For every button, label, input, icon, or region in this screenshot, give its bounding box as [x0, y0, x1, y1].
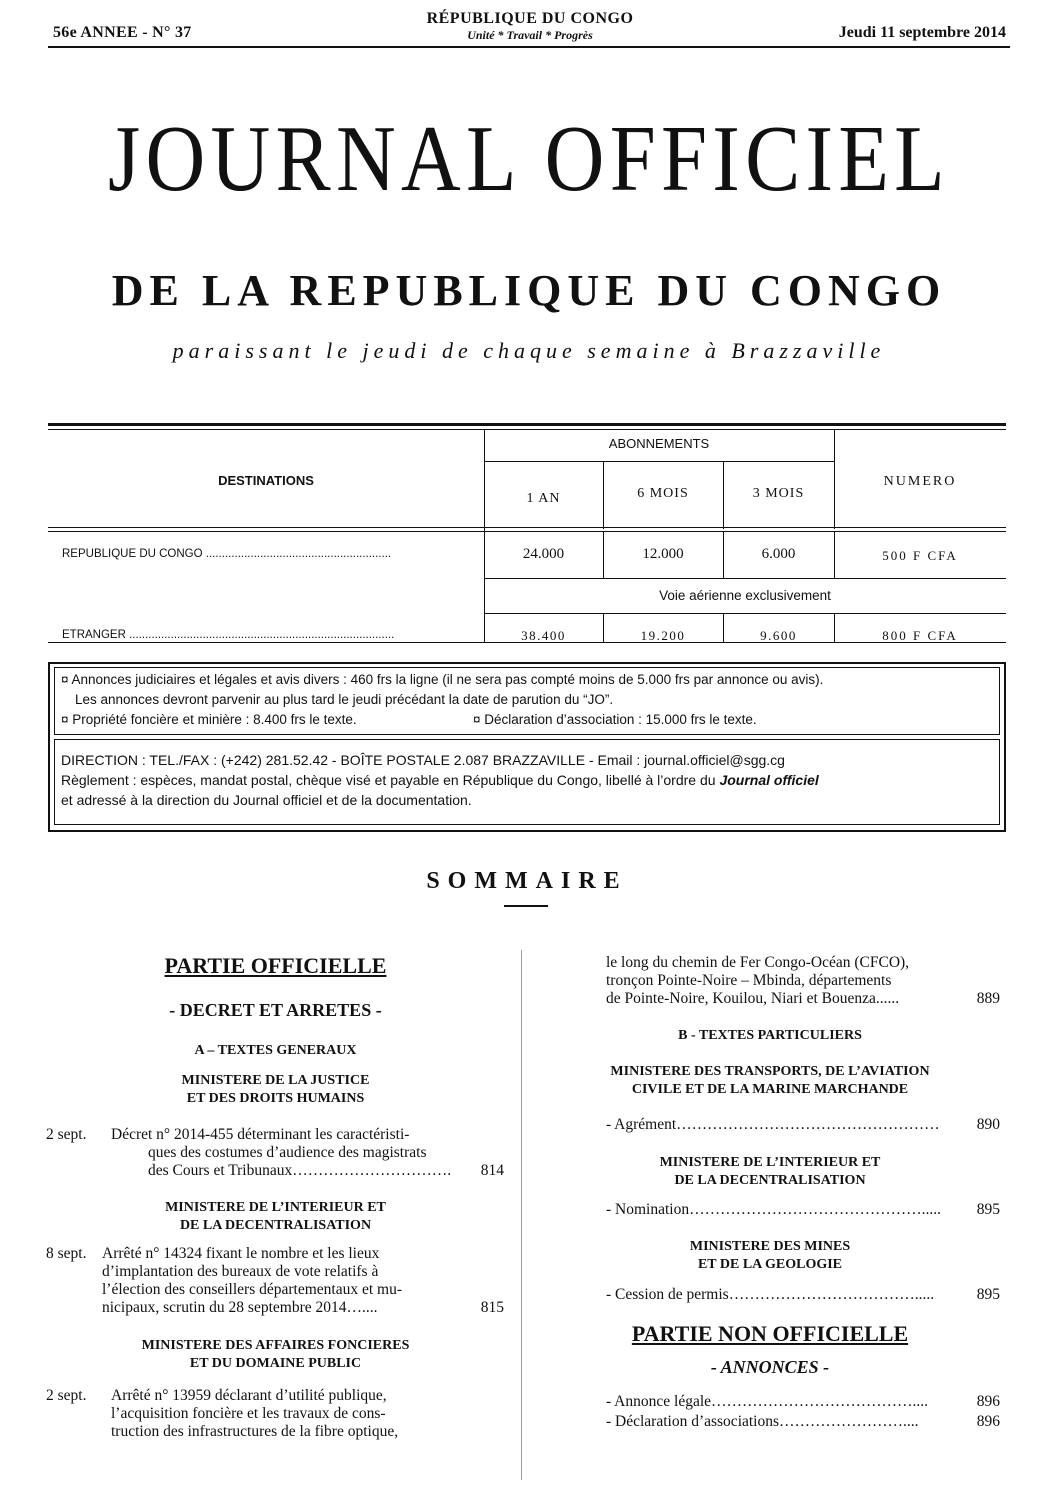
toc-entry-nomination[interactable]: [606, 1201, 1000, 1219]
journal-tagline: paraissant le jeudi de chaque semaine à Brazzaville: [172, 338, 886, 363]
entry-line-text: - Déclaration d’associations……………………....: [606, 1413, 919, 1430]
ministry-heading: [48, 1337, 503, 1373]
ministry-mines-line2: ET DE LA GEOLOGIE: [697, 1257, 843, 1272]
journal-officiel-emph: Journal officiel: [719, 772, 819, 788]
row-etranger-3mois: 9.600: [760, 628, 797, 643]
partie-non-officielle-label: PARTIE NON OFFICIELLE: [631, 1321, 909, 1346]
ministry-transport-line2: CIVILE ET DE LA MARINE MARCHANDE: [631, 1082, 909, 1097]
entry-line: truction des infrastructures de la fibre optique,: [111, 1423, 399, 1440]
ministry-justice-line2: ET DES DROITS HUMAINS: [186, 1091, 365, 1106]
ministry-heading: [48, 1199, 503, 1235]
entry-line-text: nicipaux, scrutin du 28 septembre 2014…....: [102, 1299, 378, 1316]
table-top-rule: [48, 423, 1006, 426]
decrets-heading: - DECRET ET ARRETES -: [169, 1000, 382, 1020]
textes-particuliers-heading: B - TEXTES PARTICULIERS: [678, 1028, 862, 1043]
row-congo-label: REPUBLIQUE DU CONGO ..........................................................: [62, 548, 392, 560]
ministry-heading: [48, 1072, 503, 1108]
sommaire-title: SOMMAIRE: [426, 868, 628, 894]
row-congo-3mois: 6.000: [761, 546, 796, 562]
table-bottom-rule: [48, 642, 1006, 643]
ministry-interior-line2: DE LA DECENTRALISATION: [674, 1173, 866, 1188]
entry-line-text: - Cession de permis……………………………….....: [606, 1286, 935, 1303]
col-6-mois: 6 MOIS: [637, 486, 689, 501]
partie-officielle-heading: [48, 953, 503, 979]
entry-page: 896: [976, 1413, 1000, 1430]
entry-line: [606, 990, 1000, 1008]
toc-entry-annonce-legale[interactable]: [606, 1393, 1000, 1411]
col-3-mois: 3 MOIS: [752, 486, 805, 501]
entry-line: ques des costumes d’audience des magistrats: [148, 1144, 427, 1161]
row-congo-1an: 24.000: [522, 546, 565, 562]
ministry-mines-line1: MINISTERE DES MINES: [689, 1239, 851, 1254]
national-motto: Unité * Travail * Progrès: [467, 28, 593, 42]
reglement-line: [61, 770, 993, 790]
col-abonnements: ABONNEMENTS: [608, 436, 710, 451]
entry-line: tronçon Pointe-Noire – Mbinda, départements: [606, 972, 892, 989]
toc-entry-arrete-13959-cont[interactable]: [606, 954, 1000, 1008]
entry-line-text: - Nomination……………………………………….....: [606, 1201, 941, 1218]
entry-line-text: des Cours et Tribunaux………………………….: [148, 1162, 452, 1179]
entry-page: 895: [976, 1286, 1000, 1303]
toc-entry-arrete-13959[interactable]: [46, 1387, 504, 1441]
entry-line-text: - Annonce légale…………………………………....: [606, 1393, 929, 1410]
toc-entry-declaration-associations[interactable]: [606, 1413, 1000, 1431]
entry-line: d’implantation des bureaux de vote relatifs à: [102, 1263, 379, 1280]
ministry-heading: [540, 1063, 1000, 1099]
entry-line: Arrêté n° 13959 déclarant d’utilité publique,: [111, 1387, 387, 1404]
partie-officielle-label: PARTIE OFFICIELLE: [164, 953, 387, 978]
table-rule: [484, 578, 1006, 579]
republic-block: [360, 10, 700, 43]
row-etranger-1an: 38.400: [521, 628, 566, 643]
ministry-heading: [540, 1154, 1000, 1190]
toc-entry-decret-2014-455[interactable]: [46, 1126, 504, 1180]
row-etranger-label: ETRANGER ...................................................................................: [62, 629, 395, 641]
entry-line: l’acquisition foncière et les travaux de cons-: [111, 1405, 386, 1422]
issue-date: Jeudi 11 septembre 2014: [838, 24, 1006, 41]
table-divider: [484, 461, 835, 462]
row-congo-numero: 500 F CFA: [882, 548, 958, 563]
entry-line: Arrêté n° 14324 fixant le nombre et les lieux: [102, 1245, 380, 1262]
col-numero: NUMERO: [883, 474, 957, 489]
issue-number: 56e ANNEE - N° 37: [53, 24, 192, 41]
ministry-interior-line1: MINISTERE DE L’INTERIEUR ET: [165, 1200, 386, 1215]
ministry-interior-line1: MINISTERE DE L’INTERIEUR ET: [659, 1155, 881, 1170]
textes-generaux-heading: A – TEXTES GENERAUX: [194, 1043, 357, 1058]
journal-title: JOURNAL OFFICIEL: [107, 107, 950, 211]
entry-text: [111, 1387, 504, 1441]
entry-page: 896: [976, 1393, 1000, 1410]
annonces-heading: - ANNONCES -: [710, 1357, 830, 1377]
entry-line: [148, 1162, 504, 1180]
entry-line: le long du chemin de Fer Congo-Océan (CFCO),: [606, 954, 910, 971]
entry-date: 8 sept.: [46, 1245, 87, 1262]
entry-date: 2 sept.: [46, 1387, 87, 1404]
entry-line: [102, 1299, 504, 1317]
direction-info: [61, 750, 993, 810]
entry-date: 2 sept.: [46, 1126, 87, 1143]
notice-line-3: [61, 710, 1001, 730]
entry-page: 890: [976, 1116, 1000, 1133]
reglement-text: Règlement : espèces, mandat postal, chèque visé et payable en République du Congo, libellé à l’ordre du: [61, 772, 716, 788]
ministry-transport-line1: MINISTERE DES TRANSPORTS, DE L’AVIATION: [610, 1064, 930, 1079]
notice-line-2: Les annonces devront parvenir au plus tard le jeudi précédant la date de parution du “JO”.: [75, 692, 614, 707]
ministry-heading: [540, 1238, 1000, 1274]
entry-line: l’élection des conseillers départementaux et mu-: [102, 1281, 402, 1298]
col-1-an: 1 AN: [526, 491, 561, 506]
ministry-fonciere-line1: MINISTERE DES AFFAIRES FONCIERES: [141, 1338, 410, 1353]
republic-name: RÉPUBLIQUE DU CONGO: [426, 10, 634, 27]
entry-line-text: - Agrément……………………………………………: [606, 1116, 940, 1133]
row-etranger-numero: 800 F CFA: [882, 628, 958, 643]
table-rule: [484, 613, 1006, 614]
journal-subtitle: DE LA REPUBLIQUE DU CONGO: [111, 266, 947, 315]
entry-page: 814: [480, 1162, 504, 1179]
col-destinations: DESTINATIONS: [218, 473, 314, 488]
toc-entry-cession[interactable]: [606, 1286, 1000, 1304]
row-etranger-6mois: 19.200: [640, 628, 686, 643]
toc-entry-agrement[interactable]: [606, 1116, 1000, 1134]
table-top-rule-thin: [48, 429, 1006, 430]
entry-text: [102, 1245, 504, 1317]
header-rule: [48, 46, 1010, 48]
sommaire-rule: [504, 905, 548, 907]
ministry-interior-line2: DE LA DECENTRALISATION: [179, 1218, 372, 1233]
entry-line: Décret n° 2014-455 déterminant les caractéristi-: [111, 1126, 410, 1143]
ministry-justice-line1: MINISTERE DE LA JUSTICE: [181, 1073, 370, 1088]
direction-line: DIRECTION : TEL./FAX : (+242) 281.52.42 - BOÎTE POSTALE 2.087 BRAZZAVILLE - Email : journal.officiel@sgg.cg: [61, 752, 785, 768]
entry-page: 815: [480, 1299, 504, 1316]
entry-page: 895: [976, 1201, 1000, 1218]
entry-page: 889: [976, 990, 1000, 1007]
entry-line-text: de Pointe-Noire, Kouilou, Niari et Bouenza......: [606, 990, 900, 1007]
table-rule: [48, 527, 1006, 528]
notice-rates: [61, 670, 1001, 730]
row-congo-6mois: 12.000: [642, 546, 684, 562]
entry-text: [111, 1126, 504, 1180]
table-rule: [48, 531, 1006, 532]
partie-non-officielle-heading: [540, 1321, 1000, 1347]
air-mail-note: Voie aérienne exclusivement: [659, 588, 831, 603]
notice-association: ¤ Déclaration d’association : 15.000 frs le texte.: [473, 712, 757, 727]
ministry-fonciere-line2: ET DU DOMAINE PUBLIC: [189, 1356, 362, 1371]
column-separator: [521, 950, 522, 1480]
notice-line-1: ¤ Annonces judiciaires et légales et avis divers : 460 frs la ligne (il ne sera pas compté moins de 5.000 frs par annonce ou avis).: [61, 672, 824, 687]
notice-fonciere: ¤ Propriété foncière et minière : 8.400 frs le texte.: [61, 712, 357, 727]
toc-entry-arrete-14324[interactable]: [46, 1245, 504, 1317]
reglement-line-2: et adressé à la direction du Journal officiel et de la documentation.: [61, 792, 472, 808]
